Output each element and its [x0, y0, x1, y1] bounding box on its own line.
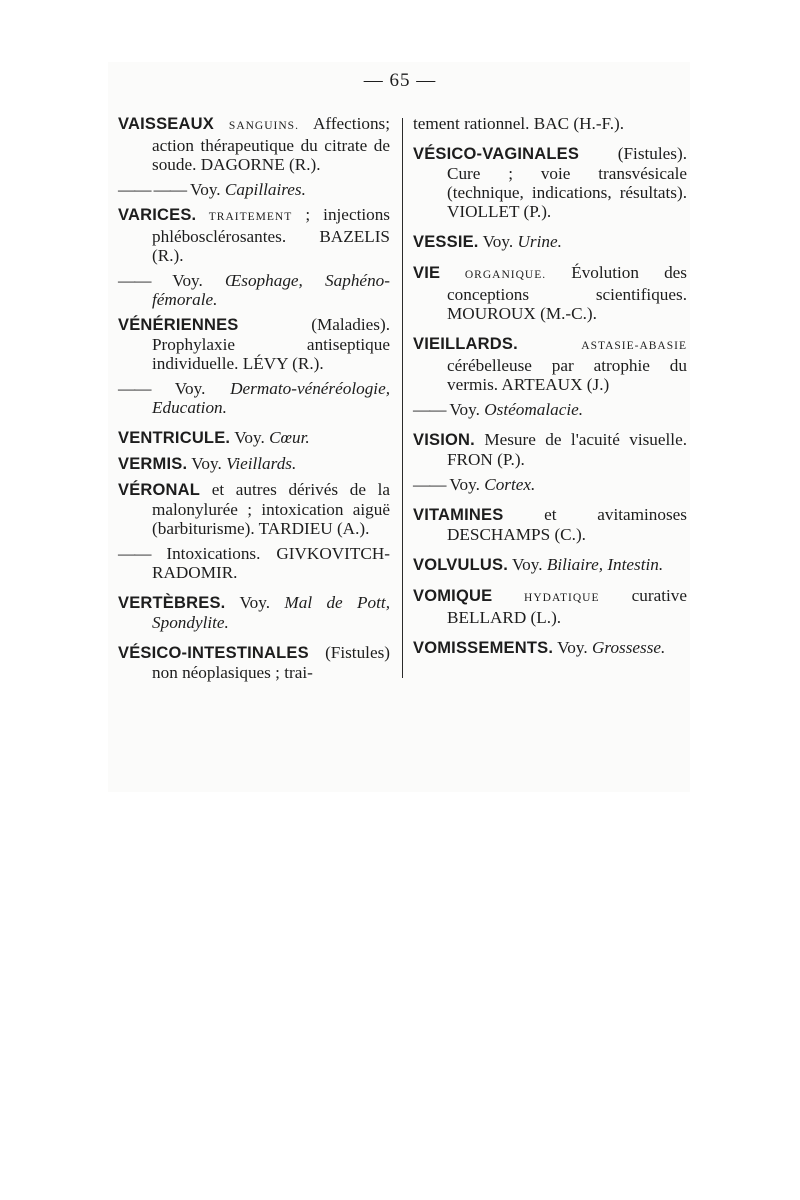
index-entry: VOLVULUS. Voy. Biliaire, Intestin.	[413, 555, 664, 574]
index-entry: VIE ORGANIQUE. Évolution des conceptions scientifiques. MOUROUX (M.-C.).	[413, 263, 687, 323]
index-entry: VOMIQUE HYDATIQUE curative BELLARD (L.).	[413, 586, 687, 627]
index-entry: tement rationnel. BAC (H.-F.).	[413, 114, 625, 133]
index-entry: VITAMINES et avitaminoses DESCHAMPS (C.).	[413, 505, 687, 544]
index-entry: VIEILLARDS. ASTASIE-ABASIE cérébelleuse par atrophie du vermis. ARTEAUX (J.)	[413, 335, 687, 394]
index-entry: —— Voy. Cortex.	[413, 475, 536, 494]
index-entry: VERTÈBRES. Voy. Mal de Pott, Spondylite.	[118, 593, 390, 632]
index-entry: VARICES. TRAITEMENT ; injections phlébosclérosantes. BAZELIS (R.).	[118, 205, 390, 265]
index-entry: —— Intoxications. GIVKOVITCH-RADOMIR.	[118, 544, 390, 582]
index-entry: —— Voy. Œsophage, Saphéno-fémorale.	[118, 271, 390, 309]
left-column	[118, 114, 390, 688]
index-entry: VÉSICO-INTESTINALES (Fistules) non néoplasiques ; trai-	[118, 643, 390, 682]
index-entry: —— —— Voy. Capillaires.	[118, 180, 306, 199]
index-entry: VESSIE. Voy. Urine.	[413, 232, 562, 251]
index-entry: VÉSICO-VAGINALES (Fistules). Cure ; voie transvésicale (technique, indications, résultats). VIOLLET (P.).	[413, 144, 687, 221]
index-entry: VENTRICULE. Voy. Cœur.	[118, 428, 310, 447]
right-column	[413, 114, 687, 664]
page-number: — 65 —	[363, 70, 437, 91]
index-entry: VAISSEAUX SANGUINS. Affections; action thérapeutique du citrate de soude. DAGORNE (R.).	[118, 114, 390, 174]
index-entry: VERMIS. Voy. Vieillards.	[118, 454, 297, 473]
index-entry: VÉRONAL et autres dérivés de la malonylurée ; intoxication aiguë (barbiturisme). TARDIEU (A.).	[118, 480, 390, 538]
index-entry: —— Voy. Dermato-vénéréologie, Education.	[118, 379, 390, 417]
index-entry: VISION. Mesure de l'acuité visuelle. FRON (P.).	[413, 430, 687, 469]
column-divider	[402, 118, 403, 678]
index-entry: —— Voy. Ostéomalacie.	[413, 400, 584, 419]
index-entry: VÉNÉRIENNES (Maladies). Prophylaxie antiseptique individuelle. LÉVY (R.).	[118, 315, 390, 373]
index-entry: VOMISSEMENTS. Voy. Grossesse.	[413, 638, 666, 657]
